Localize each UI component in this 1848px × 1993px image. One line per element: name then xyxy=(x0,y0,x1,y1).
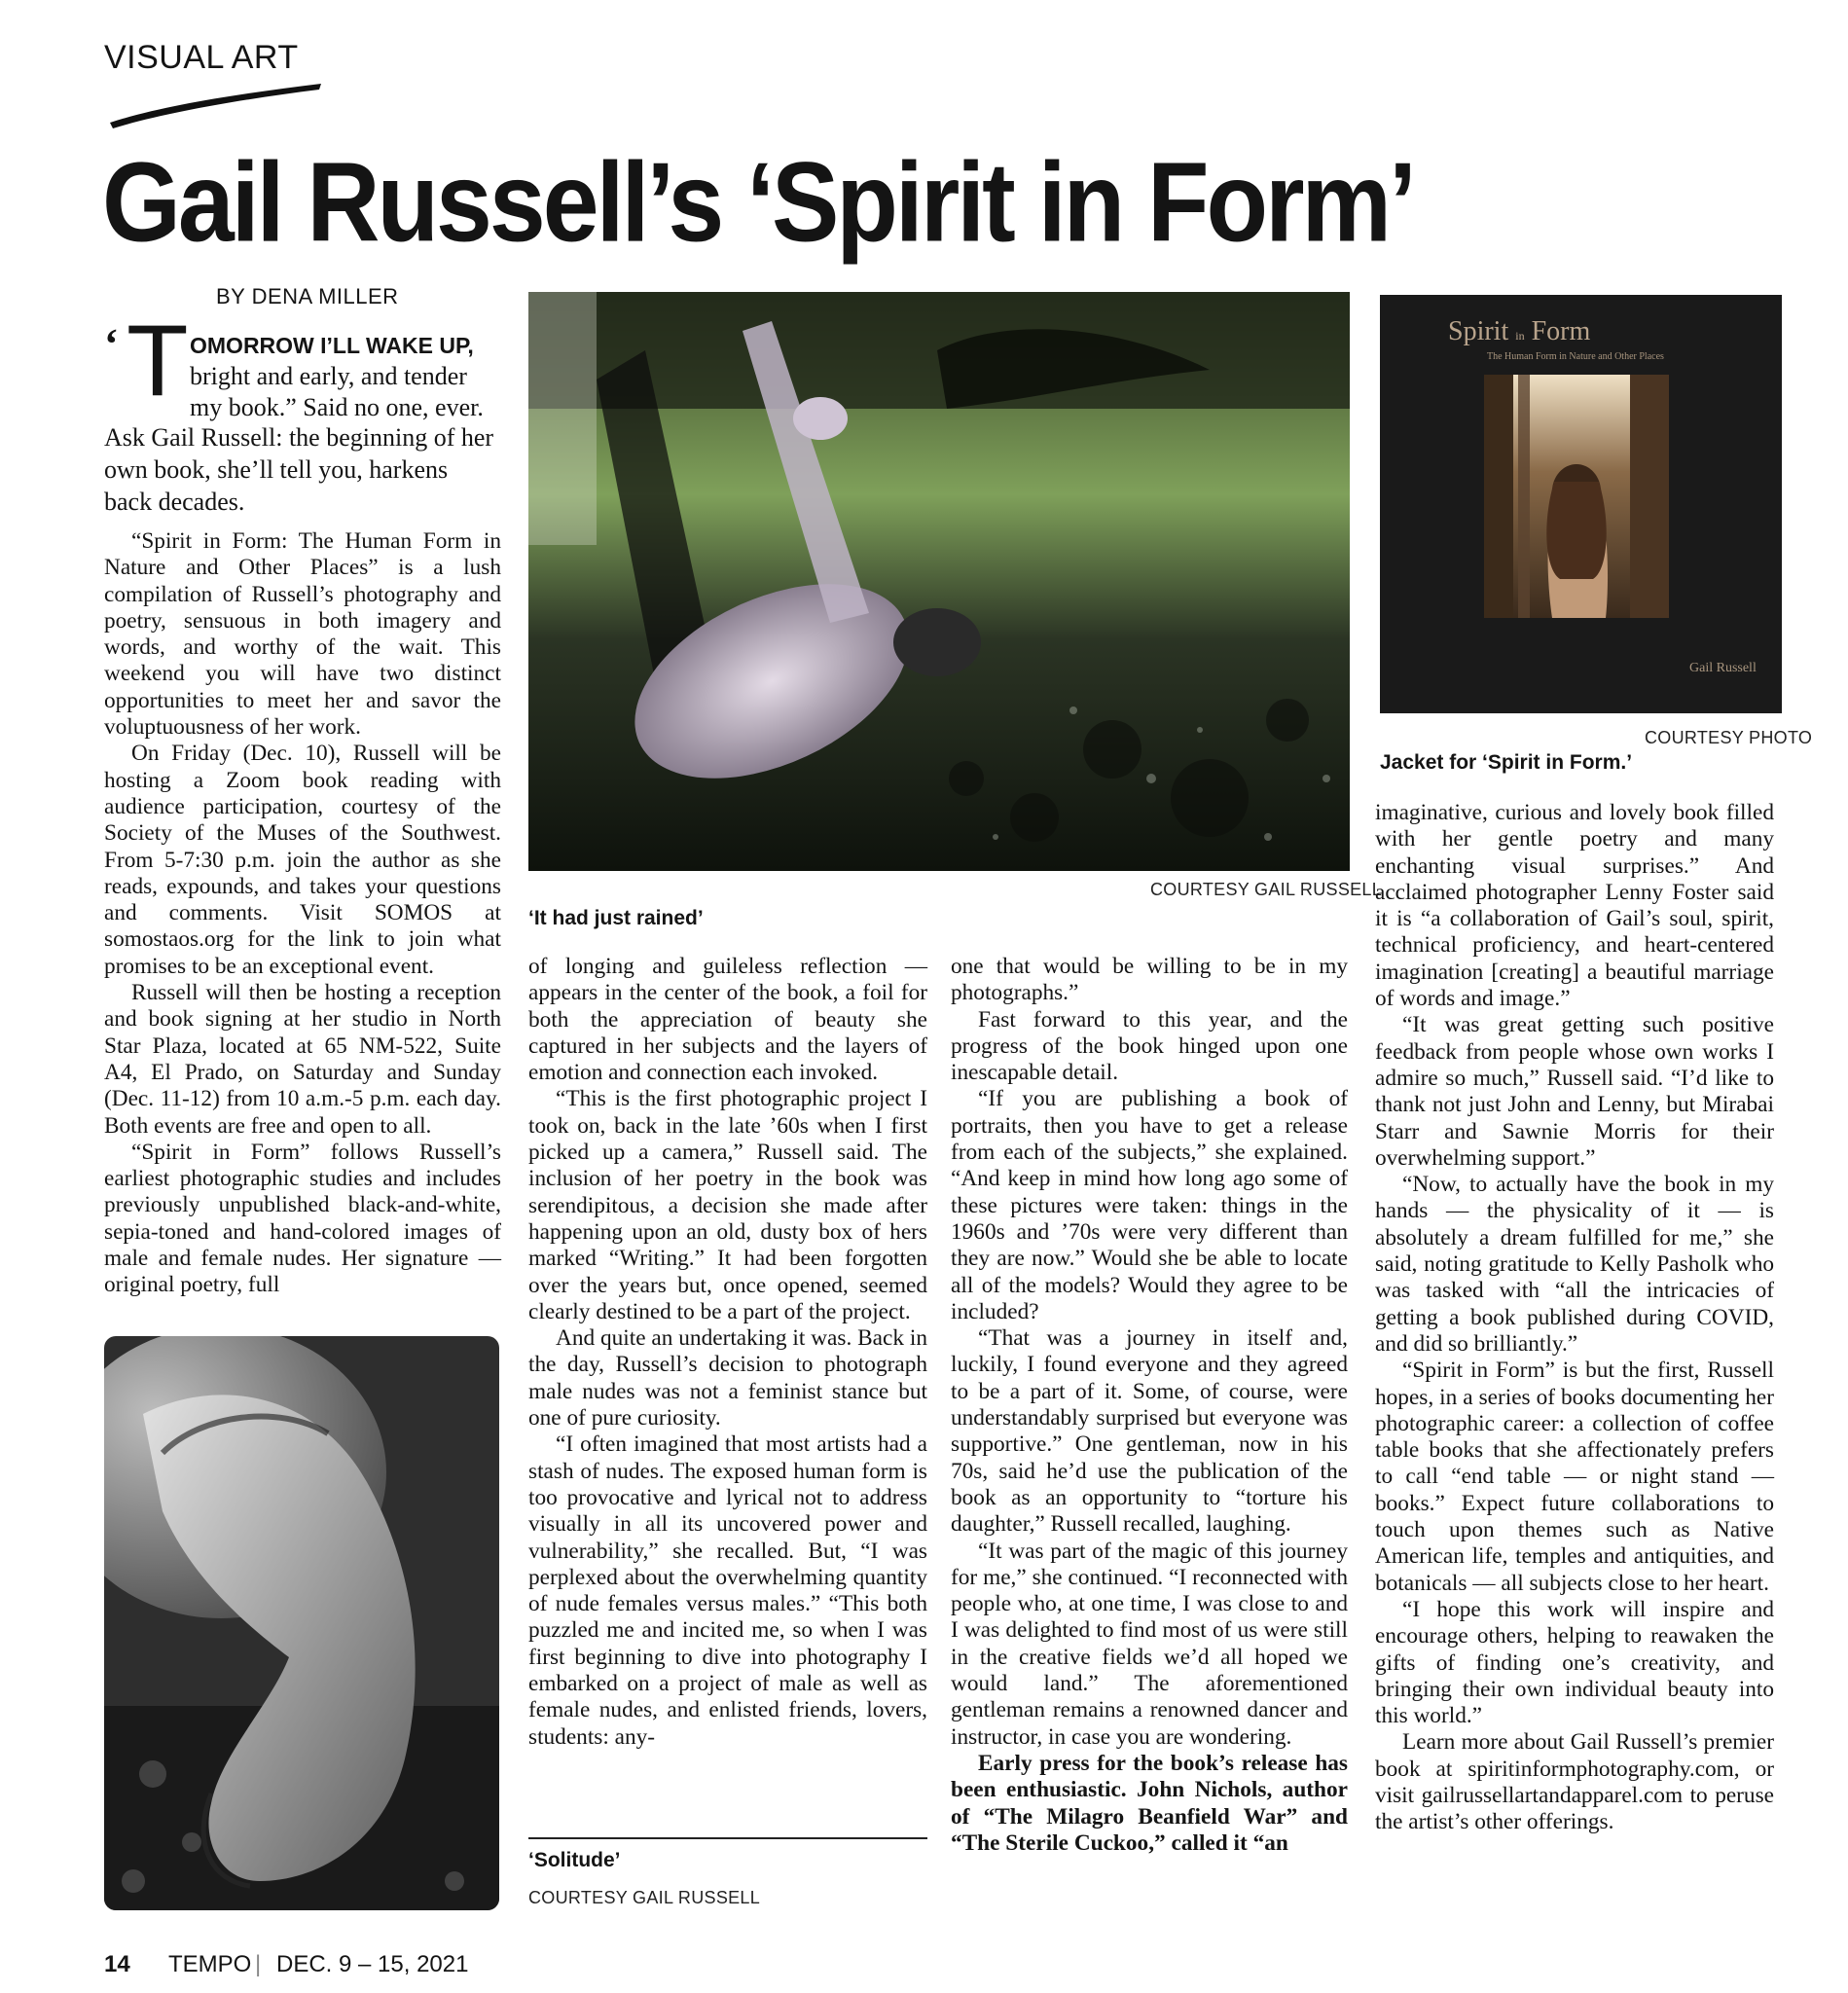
photo-it-had-just-rained xyxy=(528,292,1350,871)
paragraph: On Friday (Dec. 10), Russell will be hosting a Zoom book reading with audience participation, courtesy of the Society of the Muses of the Southwest. From 5-7:30 p.m. join the author as she reads, expounds, and takes your questions and comments. Visit SOMOS at somostaos.org for the link to join what promises to be an exceptional event. xyxy=(104,741,501,979)
column-1 xyxy=(104,528,501,1299)
headline: Gail Russell’s ‘Spirit in Form’ xyxy=(102,139,1414,267)
cover-author: Gail Russell xyxy=(1689,661,1757,675)
paragraph: “Spirit in Form: The Human Form in Nature and Other Places” is a lush compilation of Russell’s photography and poetry, sensuous in both imagery and words, and worthy of the wait. This weekend you will have two distinct opportunities to meet her and savor the voluptuousness of her work. xyxy=(104,528,501,741)
cover-title-form: Form xyxy=(1531,316,1591,346)
photo-rained-image xyxy=(528,292,1350,871)
photo-solitude xyxy=(104,1336,499,1910)
photo-credit-solitude: COURTESY GAIL RUSSELL xyxy=(528,1888,761,1907)
paragraph: one that would be willing to be in my photographs.” xyxy=(951,954,1348,1006)
footer-publication: TEMPO xyxy=(168,1951,252,1977)
paragraph: imaginative, curious and lovely book filled with her gentle poetry and many enchanting visual surprises.” And acclaimed photographer Lenny Foster said it is “a collaboration of Gail’s soul, spirit, technical proficiency, and heart-centered imagination [creating] a beautiful marriage of words and image.” xyxy=(1375,800,1774,1012)
drop-quote-mark: ‘ xyxy=(104,320,119,368)
paragraph: “I hope this work will inspire and encourage others, helping to reawaken the gifts of finding one’s creativity, and bringing their own individual beauty into this world.” xyxy=(1375,1596,1774,1729)
lead-line-2: bright and early, and tender xyxy=(190,362,467,390)
photo-book-jacket xyxy=(1380,295,1782,713)
paragraph: “Spirit in Form” is but the first, Russell hopes, in a series of books documenting her photographic career: a collection of coffee table books that she affectionately prefers to call “end table — or night stand — books.” Expect future collaborations to touch upon themes such as Native American life, temples and antiquities, and botanicals — all subjects close to her heart. xyxy=(1375,1358,1774,1596)
lead-rest: Ask Gail Russell: the beginning of her own book, she’ll tell you, harkens back decades. xyxy=(104,423,494,516)
section-label: VISUAL ART xyxy=(104,39,299,76)
cover-image xyxy=(1484,375,1669,618)
section-swoosh xyxy=(105,76,324,134)
paragraph: “If you are publishing a book of portraits, then you have to get a release from each of the subjects,” she explained. “And keep in mind how long ago some of these pictures were taken: things in the 1960s and ’70s were very different than they are now.” Would she be able to locate all of the models? Would they agree to be included? xyxy=(951,1086,1348,1324)
cover-title-in: in xyxy=(1515,329,1525,343)
paragraph: Early press for the book’s release has been enthusiastic. John Nichols, author of “The Milagro Beanfield War” and “The Sterile Cuckoo,” called it “an xyxy=(951,1750,1348,1856)
paragraph: “This is the first photographic project I took on, back in the late ’60s when I first picked up a camera,” Russell said. The inclusion of her poetry in the book was serendipitous, a decision she made after happening upon an old, dusty box of hers marked “Writing.” It had been forgotten over the years but, once opened, seemed clearly destined to be a part of the project. xyxy=(528,1086,927,1324)
byline: BY DENA MILLER xyxy=(216,284,399,308)
caption-rule xyxy=(528,1837,927,1839)
paragraph: “I often imagined that most artists had a stash of nudes. The exposed human form is too provocative and lyrical not to address visually in all its uncovered power and vulnerability,” she recalled. But, “I was perplexed about the overwhelming quantity of nude females versus males.” “This both puzzled me and incited me, so when I was first beginning to dive into photography I embarked on a project of male as well as female nudes, and enlisted friends, lovers, students: any- xyxy=(528,1431,927,1750)
paragraph: Fast forward to this year, and the progress of the book hinged upon one inescapable detail. xyxy=(951,1006,1348,1086)
photo-caption-jacket: Jacket for ‘Spirit in Form.’ xyxy=(1380,751,1633,774)
paragraph: “It was great getting such positive feedback from people whose own works I admire so much,” Russell said. “I’d like to thank not just John and Lenny, but Mirabai Starr and Sawnie Morris for their overwhelming support.” xyxy=(1375,1012,1774,1171)
lead-caps: OMORROW I’LL WAKE UP, xyxy=(190,333,474,358)
cover-title-spirit: Spirit xyxy=(1448,316,1509,346)
cover-title xyxy=(1448,316,1590,347)
photo-caption-solitude: ‘Solitude’ xyxy=(528,1849,621,1871)
paragraph: Learn more about Gail Russell’s premier book at spiritinformphotography.com, or visit gailrussellartandapparel.com to peruse the artist’s other offerings. xyxy=(1375,1729,1774,1835)
paragraph: “It was part of the magic of this journey for me,” she continued. “I reconnected with people who, at one time, I was close to and I was delighted to find most of us were still in the creative fields we’d all hoped we would land.” The aforementioned gentleman remains a renowned dancer and instructor, in case you are wondering. xyxy=(951,1538,1348,1750)
paragraph: “Spirit in Form” follows Russell’s earliest photographic studies and includes previously unpublished black-and-white, sepia-toned and hand-colored images of male and female nudes. Her signature — original poetry, full xyxy=(104,1139,501,1298)
paragraph: “That was a journey in itself and, luckily, I found everyone and they agreed to be a part of it. Some, of course, were understandably surprised but everyone was supportive.” One gentleman, now in his 70s, said he’d use the publication of the book as an opportunity to “torture his daughter,” Russell recalled, laughing. xyxy=(951,1325,1348,1538)
photo-credit-jacket: COURTESY PHOTO xyxy=(1645,728,1813,747)
lead-line-3: my book.” Said no one, ever. xyxy=(190,393,484,421)
drop-cap: T xyxy=(127,305,189,417)
photo-solitude-image xyxy=(104,1336,499,1910)
paragraph: of longing and guileless reflection — appears in the center of the book, a foil for both the appreciation of beauty she captured in her subjects and the layers of emotion and connection each invoked. xyxy=(528,954,927,1086)
photo-caption-rained: ‘It had just rained’ xyxy=(528,907,704,929)
paragraph: “Now, to actually have the book in my hands — the physicality of it — is absolutely a dream fulfilled for me,” she said, noting gratitude to Kelly Pasholk who was tasked with “all the intricacies of getting a book published during COVID, and did so brilliantly.” xyxy=(1375,1172,1774,1357)
footer-page-number: 14 xyxy=(104,1951,130,1977)
column-3 xyxy=(951,954,1348,1857)
column-2 xyxy=(528,954,927,1751)
footer-separator: | xyxy=(255,1951,262,1977)
paragraph: Russell will then be hosting a reception and book signing at her studio in North Star Plaza, located at 65 NM-522, Suite A4, El Prado, on Saturday and Sunday (Dec. 11-12) from 10 a.m.-5 p.m. each day. Both events are free and open to all. xyxy=(104,980,501,1139)
lead-first-lines xyxy=(190,330,501,423)
cover-subtitle: The Human Form in Nature and Other Places xyxy=(1487,351,1664,362)
paragraph: And quite an undertaking it was. Back in the day, Russell’s decision to photograph male nudes was not a feminist stance but one of pure curiosity. xyxy=(528,1325,927,1431)
photo-credit-rained: COURTESY GAIL RUSSELL xyxy=(1150,880,1383,899)
footer-date: DEC. 9 – 15, 2021 xyxy=(276,1951,469,1977)
column-4 xyxy=(1375,800,1774,1836)
